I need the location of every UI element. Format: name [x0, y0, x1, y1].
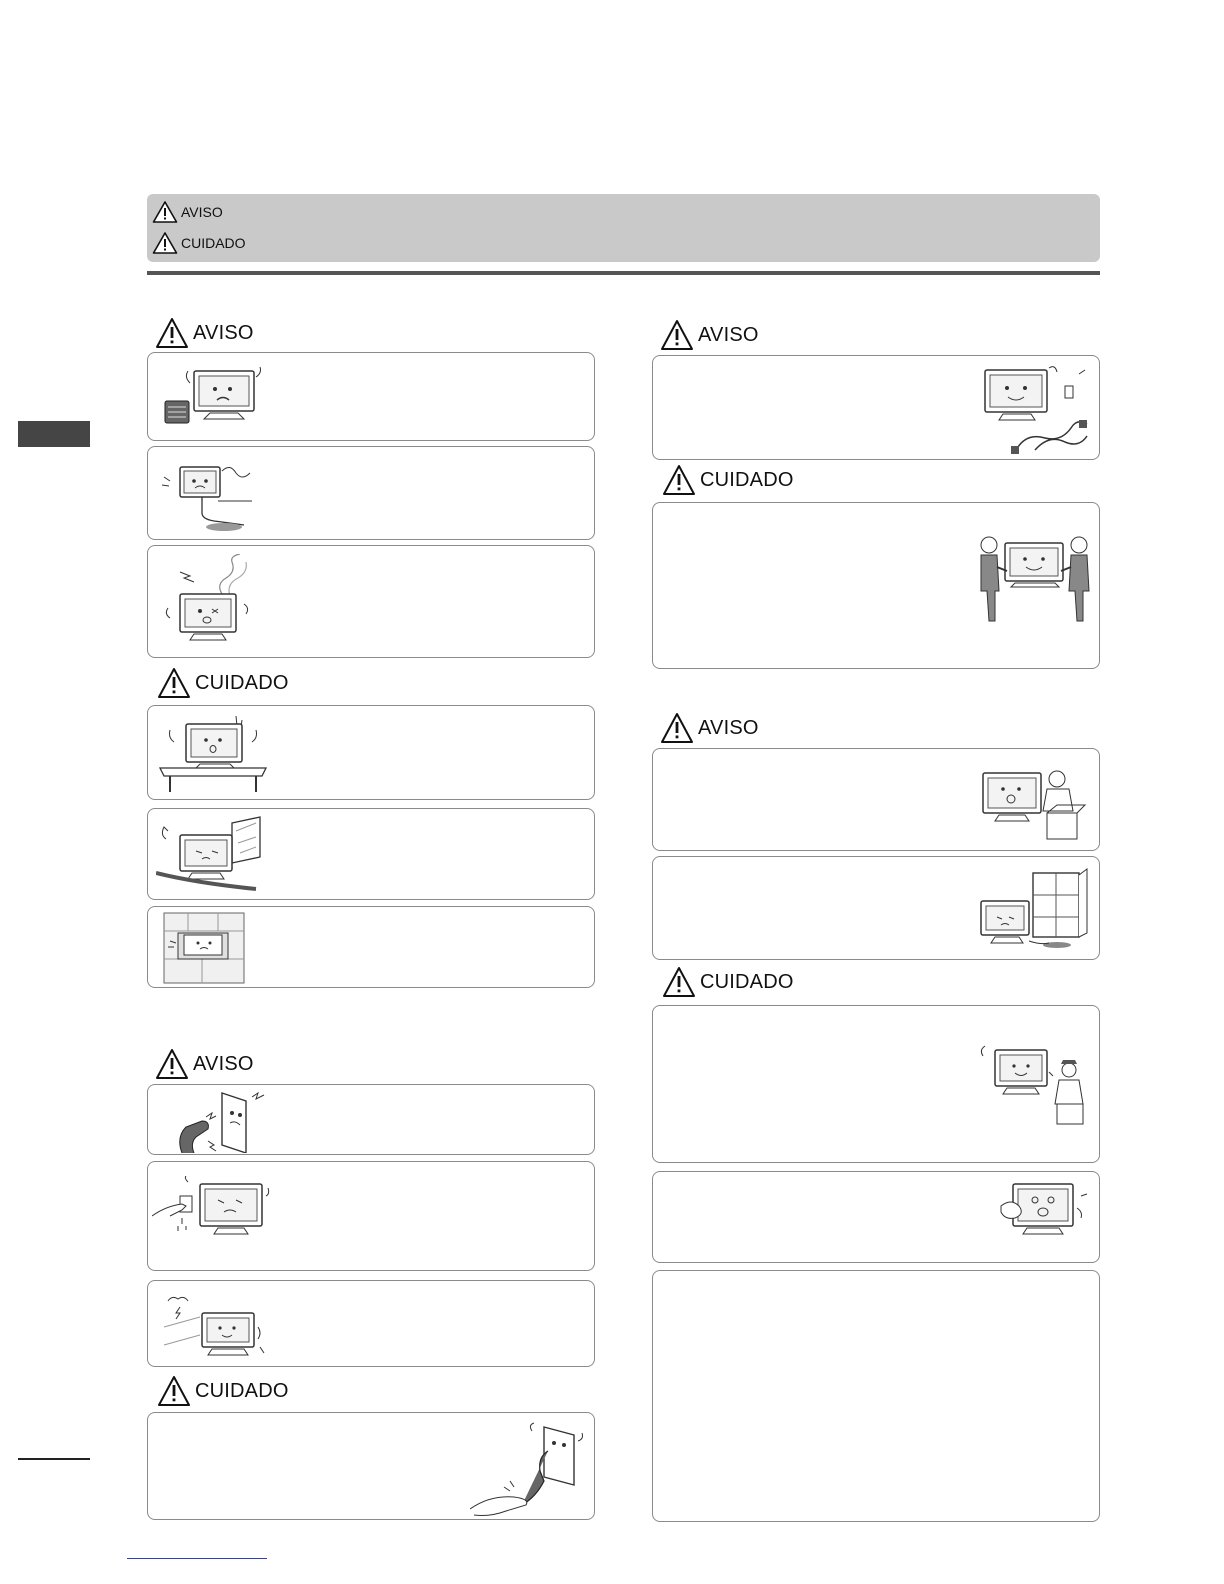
safety-box	[147, 906, 595, 988]
tv-service-technician-illustration	[977, 763, 1093, 843]
safety-box	[147, 545, 595, 658]
safety-box	[147, 1412, 595, 1520]
warning-triangle-icon	[157, 1375, 191, 1407]
warning-triangle-icon	[155, 1048, 189, 1080]
section-rule	[147, 271, 1100, 275]
heading-cuidado-label: CUIDADO	[700, 970, 794, 993]
legend-caution-label: CUIDADO	[181, 235, 246, 251]
legend-caution-row	[152, 231, 246, 255]
safety-box	[147, 705, 595, 800]
plug-outlet-shock-illustration	[172, 1087, 276, 1153]
tv-table-illustration	[156, 712, 276, 794]
warning-triangle-icon	[152, 231, 178, 255]
heading-aviso-1	[155, 317, 254, 349]
safety-box	[147, 808, 595, 900]
legend-band	[147, 194, 1100, 262]
warning-triangle-icon	[662, 464, 696, 496]
safety-box	[652, 748, 1100, 851]
side-section-tab	[18, 421, 90, 447]
safety-box	[652, 1005, 1100, 1163]
heading-aviso-label: AVISO	[193, 321, 254, 344]
safety-box	[652, 1270, 1100, 1522]
heading-aviso-3	[660, 319, 759, 351]
warning-triangle-icon	[152, 200, 178, 224]
two-people-carrying-tv-illustration	[975, 531, 1095, 631]
heading-aviso-4	[660, 712, 759, 744]
safety-box	[147, 446, 595, 540]
warning-triangle-icon	[157, 667, 191, 699]
safety-box	[147, 352, 595, 441]
safety-box	[652, 856, 1100, 960]
heading-aviso-2	[155, 1048, 254, 1080]
warning-triangle-icon	[660, 319, 694, 351]
tv-cables-illustration	[975, 362, 1095, 456]
safety-box	[652, 1171, 1100, 1263]
safety-box	[147, 1280, 595, 1367]
heading-cuidado-2	[157, 1375, 289, 1407]
heading-cuidado-label: CUIDADO	[195, 1379, 289, 1402]
side-page-line	[18, 1458, 90, 1460]
legend-warning-label: AVISO	[181, 204, 223, 220]
heading-aviso-label: AVISO	[193, 1052, 254, 1075]
tv-window-sun-illustration	[156, 813, 268, 897]
tv-heater-illustration	[160, 363, 270, 433]
tv-wall-recess-illustration	[162, 911, 248, 985]
heading-aviso-label: AVISO	[698, 716, 759, 739]
safety-box	[147, 1084, 595, 1155]
warning-triangle-icon	[662, 966, 696, 998]
wet-hand-plug-illustration	[152, 1176, 272, 1256]
warning-triangle-icon	[155, 317, 189, 349]
tv-wet-place-illustration	[977, 865, 1093, 955]
tv-installer-illustration	[977, 1042, 1093, 1126]
unplug-hand-illustration	[470, 1421, 590, 1517]
tv-smoke-illustration	[160, 554, 270, 646]
safety-box	[652, 502, 1100, 669]
heading-cuidado-1	[157, 667, 289, 699]
tv-cleaning-cloth-illustration	[997, 1178, 1093, 1258]
footer-link-underline	[127, 1558, 267, 1559]
warning-triangle-icon	[660, 712, 694, 744]
tv-water-illustration	[158, 457, 258, 535]
safety-box	[652, 355, 1100, 460]
heading-cuidado-4	[662, 966, 794, 998]
safety-box	[147, 1161, 595, 1271]
heading-aviso-label: AVISO	[698, 323, 759, 346]
heading-cuidado-label: CUIDADO	[195, 671, 289, 694]
heading-cuidado-label: CUIDADO	[700, 468, 794, 491]
legend-warning-row	[152, 200, 223, 224]
heading-cuidado-3	[662, 464, 794, 496]
tv-lightning-storm-illustration	[160, 1287, 270, 1363]
